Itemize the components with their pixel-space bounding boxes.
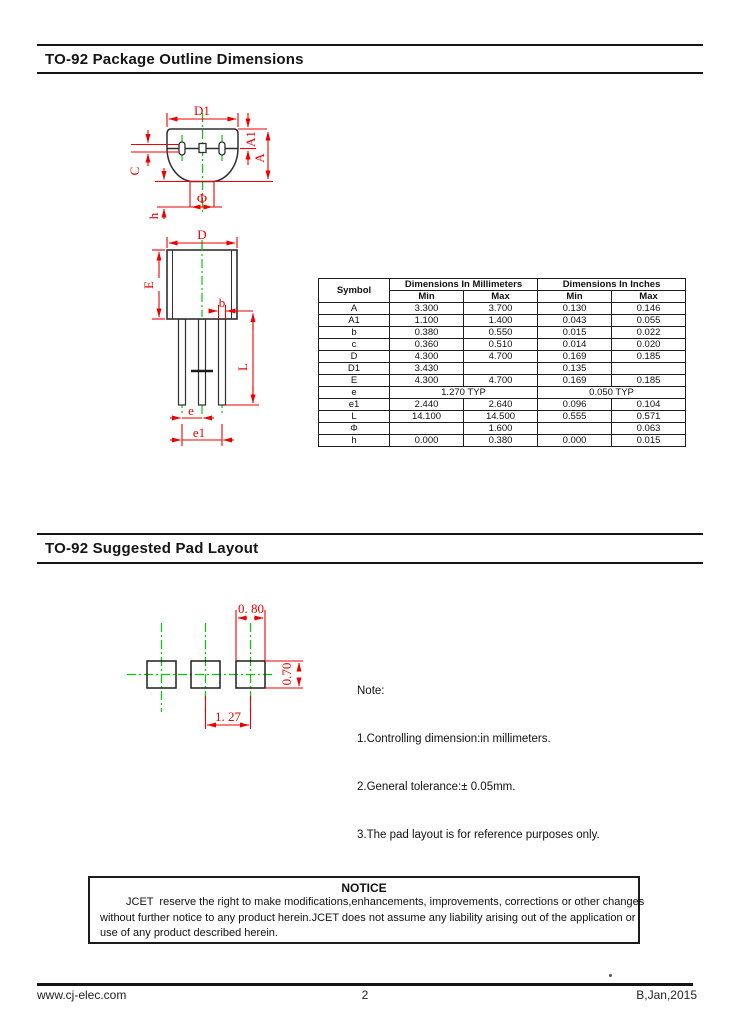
table-cell: 0.055 <box>612 315 686 327</box>
table-cell: Φ <box>319 423 390 435</box>
note-line-2: 2.General tolerance:± 0.05mm. <box>357 781 516 793</box>
dim-label-d: D <box>197 228 207 242</box>
table-cell: 0.169 <box>538 375 612 387</box>
table-cell: 0.571 <box>612 411 686 423</box>
table-cell: 1.270 TYP <box>390 387 538 399</box>
table-cell: 3.430 <box>390 363 464 375</box>
section1-bottom-rule <box>37 72 703 74</box>
notice-box <box>88 876 645 944</box>
table-cell <box>390 423 464 435</box>
dim-label-c: C <box>127 166 142 176</box>
section1-top-rule <box>37 44 703 46</box>
table-cell: 0.022 <box>612 327 686 339</box>
table-cell: 0.135 <box>538 363 612 375</box>
table-cell: 4.700 <box>464 375 538 387</box>
table-cell: 0.043 <box>538 315 612 327</box>
table-cell: 3.700 <box>464 303 538 315</box>
table-cell: 2.640 <box>464 399 538 411</box>
section1-title: TO-92 Package Outline Dimensions <box>45 51 304 68</box>
table-cell: 4.700 <box>464 351 538 363</box>
dim-label-a: A <box>252 153 267 163</box>
table-row <box>319 351 686 363</box>
table-cell: 0.146 <box>612 303 686 315</box>
table-row <box>319 339 686 351</box>
table-cell: b <box>319 327 390 339</box>
table-cell: 0.104 <box>612 399 686 411</box>
table-cell: 0.000 <box>390 435 464 447</box>
table-row <box>319 399 686 411</box>
table-cell <box>538 423 612 435</box>
dim-label-pitch-e: e <box>188 403 194 418</box>
section2-bottom-rule <box>37 562 703 564</box>
table-cell: 4.300 <box>390 375 464 387</box>
table-row <box>319 435 686 447</box>
col-header-inches: Dimensions In Inches <box>538 279 686 291</box>
table-row <box>319 363 686 375</box>
table-cell: 1.600 <box>464 423 538 435</box>
table-row <box>319 327 686 339</box>
notice-line-1: JCET reserve the right to make modifications,enhancements, improvements, corrections or other changes <box>126 896 645 908</box>
table-row <box>319 411 686 423</box>
table-cell: 0.510 <box>464 339 538 351</box>
col-header-mm-min: Min <box>390 291 464 303</box>
table-cell: 0.360 <box>390 339 464 351</box>
table-cell: 0.015 <box>538 327 612 339</box>
pad-layout-labels <box>215 601 294 724</box>
table-row <box>319 315 686 327</box>
table-cell: D1 <box>319 363 390 375</box>
table-cell: 1.400 <box>464 315 538 327</box>
dim-label-pad-height: 0.70 <box>279 662 294 686</box>
table-cell: 0.555 <box>538 411 612 423</box>
table-cell: h <box>319 435 390 447</box>
stray-dot <box>609 974 612 977</box>
table-cell: A1 <box>319 315 390 327</box>
note-block <box>357 651 600 875</box>
table-cell: 0.185 <box>612 351 686 363</box>
col-header-in-min: Min <box>538 291 612 303</box>
table-cell: 4.300 <box>390 351 464 363</box>
dim-label-b: b <box>218 295 226 310</box>
table-cell: 0.096 <box>538 399 612 411</box>
table-cell: c <box>319 339 390 351</box>
dim-label-h: h <box>146 212 161 220</box>
col-header-mm-max: Max <box>464 291 538 303</box>
col-header-in-max: Max <box>612 291 686 303</box>
notice-title: NOTICE <box>341 881 387 895</box>
dim-label-l: L <box>235 363 250 371</box>
dim-label-pad-width: 0. 80 <box>238 601 264 616</box>
table-cell: 0.014 <box>538 339 612 351</box>
dim-label-pitch-e1: e1 <box>192 425 206 440</box>
footer-revision: B,Jan,2015 <box>636 988 697 1002</box>
table-cell: A <box>319 303 390 315</box>
dim-label-a1: A1 <box>243 131 258 147</box>
table-row <box>319 423 686 435</box>
table-cell: 14.500 <box>464 411 538 423</box>
table-cell: 3.300 <box>390 303 464 315</box>
table-cell: 0.169 <box>538 351 612 363</box>
table-cell: 0.380 <box>390 327 464 339</box>
table-cell: 1.100 <box>390 315 464 327</box>
table-cell: 0.130 <box>538 303 612 315</box>
package-top-view-drawing <box>115 85 325 235</box>
package-front-view-drawing <box>125 228 285 458</box>
col-header-mm: Dimensions In Millimeters <box>390 279 538 291</box>
table-cell: 0.020 <box>612 339 686 351</box>
note-title: Note: <box>357 685 385 697</box>
col-header-symbol: Symbol <box>319 279 390 303</box>
note-line-1: 1.Controlling dimension:in millimeters. <box>357 733 551 745</box>
table-row <box>319 303 686 315</box>
footer-website: www.cj-elec.com <box>37 988 127 1002</box>
note-line-3: 3.The pad layout is for reference purposes only. <box>357 829 600 841</box>
front-view-leads <box>179 319 226 405</box>
table-cell: 0.015 <box>612 435 686 447</box>
dim-label-d1: D1 <box>194 103 210 118</box>
dimension-table-body <box>319 303 686 447</box>
pad-centerlines <box>127 623 273 712</box>
table-cell: E <box>319 375 390 387</box>
table-cell: 0.550 <box>464 327 538 339</box>
dim-label-e: E <box>141 281 156 289</box>
table-cell: 0.050 TYP <box>538 387 686 399</box>
table-cell <box>464 363 538 375</box>
section2-top-rule <box>37 533 703 535</box>
table-cell: 2.440 <box>390 399 464 411</box>
dim-label-pad-pitch: 1. 27 <box>215 709 241 724</box>
notice-line-3: use of any product described herein. <box>100 927 278 939</box>
table-row <box>319 375 686 387</box>
table-cell: D <box>319 351 390 363</box>
table-cell: 0.185 <box>612 375 686 387</box>
footer-rule <box>37 983 693 986</box>
section2-title: TO-92 Suggested Pad Layout <box>45 540 259 557</box>
table-row <box>319 387 686 399</box>
table-cell: 14.100 <box>390 411 464 423</box>
dimension-table <box>318 278 686 447</box>
table-cell: 0.380 <box>464 435 538 447</box>
table-cell: e <box>319 387 390 399</box>
pad-layout-drawing <box>125 598 315 738</box>
table-cell: 0.000 <box>538 435 612 447</box>
table-header-row <box>319 279 686 291</box>
table-cell: L <box>319 411 390 423</box>
footer-page-number: 2 <box>361 988 369 1002</box>
notice-line-2: without further notice to any product herein.JCET does not assume any liability arising out of the application or <box>100 911 636 924</box>
table-cell: e1 <box>319 399 390 411</box>
table-cell <box>612 363 686 375</box>
table-cell: 0.063 <box>612 423 686 435</box>
dim-label-phi: Φ <box>196 192 208 207</box>
